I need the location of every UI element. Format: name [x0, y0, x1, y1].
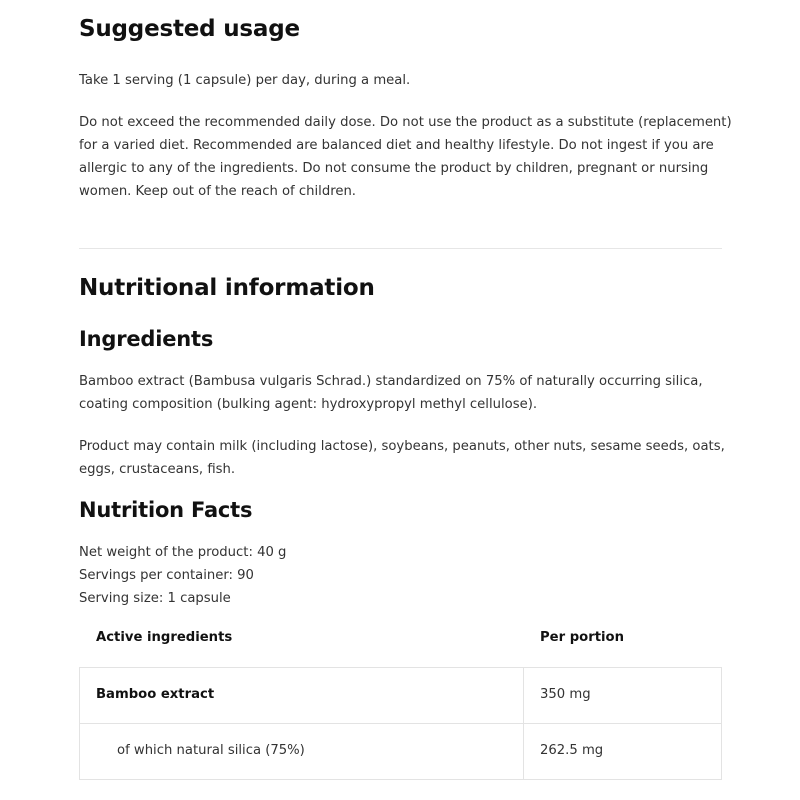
allergen-line: Product may contain milk (including lactose), soybeans, peanuts, other nuts, sesame seeds, oats, — [79, 439, 725, 454]
dosage-text: Take 1 serving (1 capsule) per day, during a meal. — [79, 73, 411, 88]
portion-value-cell: 350 mg — [540, 687, 591, 702]
ingredient-name-cell: Bamboo extract — [96, 687, 215, 702]
allergen-line: eggs, crustaceans, fish. — [79, 462, 236, 477]
portion-value-cell: 262.5 mg — [540, 743, 604, 758]
nutritional-information-heading: Nutritional information — [79, 275, 375, 301]
section-divider — [79, 248, 722, 249]
table-row — [79, 723, 722, 780]
ingredients-line: coating composition (bulking agent: hydroxypropyl methyl cellulose). — [79, 397, 538, 412]
warning-line: Do not exceed the recommended daily dose. Do not use the product as a substitute (replacement) — [79, 115, 732, 130]
servings-per-container-text: Servings per container: 90 — [79, 568, 254, 583]
warning-line: women. Keep out of the reach of children. — [79, 184, 356, 199]
table-header — [79, 610, 722, 667]
nutrition-facts-heading: Nutrition Facts — [79, 498, 253, 522]
table-row — [79, 667, 722, 724]
serving-size-text: Serving size: 1 capsule — [79, 591, 231, 606]
column-header-active-ingredients: Active ingredients — [96, 630, 233, 645]
warning-line: allergic to any of the ingredients. Do not consume the product by children, pregnant or nursing — [79, 161, 709, 176]
column-divider — [523, 668, 524, 723]
column-divider — [523, 724, 524, 779]
net-weight-text: Net weight of the product: 40 g — [79, 545, 287, 560]
suggested-usage-heading: Suggested usage — [79, 16, 300, 42]
column-header-per-portion: Per portion — [540, 630, 624, 645]
ingredient-name-cell: of which natural silica (75%) — [117, 743, 305, 758]
warning-line: for a varied diet. Recommended are balanced diet and healthy lifestyle. Do not ingest if you are — [79, 138, 714, 153]
ingredients-line: Bamboo extract (Bambusa vulgaris Schrad.) standardized on 75% of naturally occurring silica, — [79, 374, 703, 389]
ingredients-heading: Ingredients — [79, 327, 214, 351]
